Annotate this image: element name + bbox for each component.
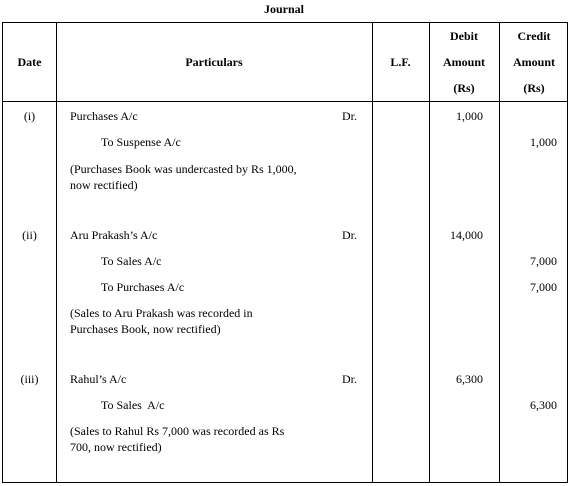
dr-marker: Dr. [342, 109, 357, 123]
credit-account: To Sales A/c [101, 254, 162, 268]
credit-amount: 7,000 [530, 254, 557, 268]
entry-date: (ii) [22, 228, 37, 242]
entry-date: (iii) [20, 372, 39, 386]
debit-account: Rahul’s A/c [70, 372, 127, 386]
credit-amount: 1,000 [530, 135, 557, 149]
header-credit-line2: Amount [512, 55, 555, 69]
debit-account: Purchases A/c [70, 109, 138, 123]
dr-marker: Dr. [342, 228, 357, 242]
credit-account: To Sales A/c [101, 398, 165, 412]
credit-account: To Purchases A/c [101, 280, 185, 294]
narration-line: 700, now rectified) [70, 440, 162, 454]
credit-account: To Suspense A/c [101, 135, 181, 149]
debit-amount: 14,000 [450, 228, 483, 242]
column-divider [56, 23, 57, 482]
journal-title: Journal [263, 2, 304, 16]
header-particulars: Particulars [185, 55, 243, 69]
dr-marker: Dr. [342, 372, 357, 386]
header-credit-line1: Credit [517, 29, 551, 43]
header-debit-line1: Debit [450, 29, 478, 43]
narration-line: (Sales to Rahul Rs 7,000 was recorded as Rs [70, 424, 285, 438]
header-debit-line3: (Rs) [453, 81, 475, 95]
credit-amount: 7,000 [530, 280, 557, 294]
journal-table [2, 22, 568, 483]
debit-amount: 1,000 [456, 109, 483, 123]
narration-line: Purchases Book, now rectified) [70, 322, 221, 336]
narration-line: now rectified) [70, 178, 138, 192]
column-divider [372, 23, 373, 482]
narration-line: (Sales to Aru Prakash was recorded in [70, 306, 253, 320]
header-divider [3, 101, 567, 102]
credit-amount: 6,300 [530, 398, 557, 412]
debit-account: Aru Prakash’s A/c [70, 228, 158, 242]
entry-date: (i) [23, 109, 36, 123]
header-credit-line3: (Rs) [523, 81, 545, 95]
header-lf: L.F. [390, 55, 411, 69]
narration-line: (Purchases Book was undercasted by Rs 1,000, [70, 162, 297, 176]
debit-amount: 6,300 [456, 372, 483, 386]
header-date: Date [17, 55, 42, 69]
header-debit-line2: Amount [442, 55, 485, 69]
